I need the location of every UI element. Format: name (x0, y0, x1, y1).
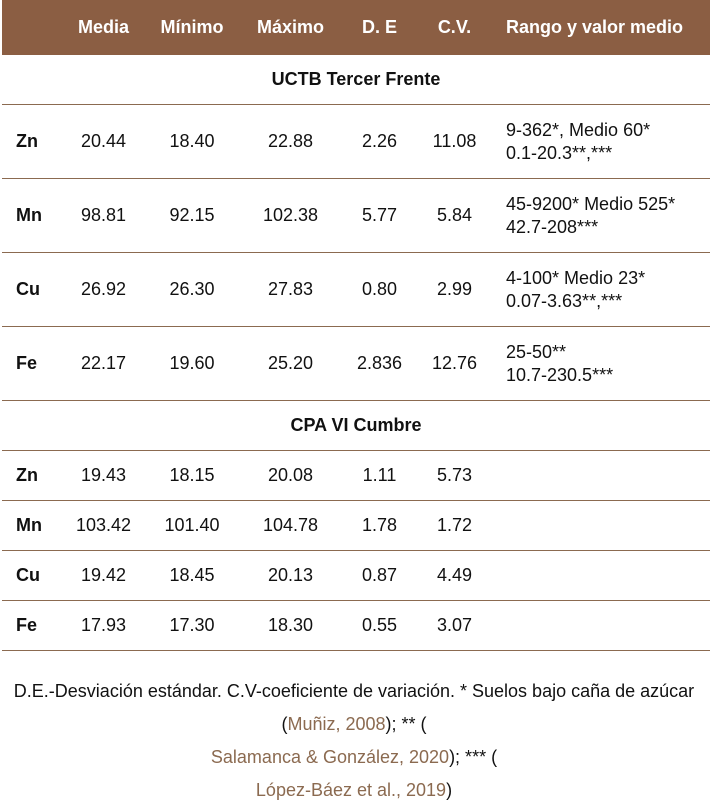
cv-cell: 1.72 (417, 501, 492, 551)
rango-cell (492, 327, 710, 401)
header-de: D. E (361, 17, 397, 37)
cv-cell: 4.49 (417, 551, 492, 601)
header-row (2, 0, 710, 55)
rango-line: 9-362*, Medio 60* (506, 119, 651, 140)
table-row (2, 179, 710, 253)
section-row (2, 55, 710, 105)
minimo-cell: 18.45 (145, 551, 239, 601)
maximo-cell: 102.38 (239, 179, 342, 253)
cv-cell: 5.84 (417, 179, 492, 253)
maximo-cell: 104.78 (239, 501, 342, 551)
de-cell: 5.77 (342, 179, 417, 253)
footnote-text: D.E.-Desviación estándar. C.V-coeficiente de variación. * Suelos bajo caña de azúcar ( (13, 681, 695, 734)
cv-cell: 12.76 (417, 327, 492, 401)
header-media: Media (77, 17, 129, 37)
element-cell: Cu (2, 253, 62, 327)
section-title: CPA VI Cumbre (2, 401, 710, 451)
table-row (2, 551, 710, 601)
element-cell: Zn (2, 105, 62, 179)
footnote-text: ) (446, 780, 453, 800)
cv-cell: 11.08 (417, 105, 492, 179)
rango-cell (492, 551, 710, 601)
element-cell: Mn (2, 179, 62, 253)
element-cell: Mn (2, 501, 62, 551)
media-cell: 103.42 (62, 501, 145, 551)
media-cell: 20.44 (62, 105, 145, 179)
de-cell: 2.836 (342, 327, 417, 401)
minimo-cell: 26.30 (145, 253, 239, 327)
de-cell: 0.80 (342, 253, 417, 327)
maximo-cell: 27.83 (239, 253, 342, 327)
header-rango: Rango y valor medio (506, 17, 684, 37)
table-row (2, 451, 710, 501)
section-title: UCTB Tercer Frente (2, 55, 710, 105)
de-cell: 2.26 (342, 105, 417, 179)
rango-line: 10.7-230.5*** (506, 364, 614, 385)
minimo-cell: 92.15 (145, 179, 239, 253)
maximo-cell: 18.30 (239, 601, 342, 651)
table-row (2, 327, 710, 401)
de-cell: 0.55 (342, 601, 417, 651)
de-cell: 1.11 (342, 451, 417, 501)
rango-line: 45-9200* Medio 525* (506, 193, 676, 214)
maximo-cell: 20.08 (239, 451, 342, 501)
element-cell: Zn (2, 451, 62, 501)
rango-cell (492, 179, 710, 253)
minimo-cell: 17.30 (145, 601, 239, 651)
media-cell: 26.92 (62, 253, 145, 327)
table-row (2, 601, 710, 651)
rango-line: 4-100* Medio 23* (506, 267, 646, 288)
element-cell: Fe (2, 601, 62, 651)
maximo-cell: 20.13 (239, 551, 342, 601)
citation-link-lopez-baez[interactable]: López-Báez et al., 2019 (255, 780, 447, 800)
minimo-cell: 18.40 (145, 105, 239, 179)
element-cell: Cu (2, 551, 62, 601)
cv-cell: 3.07 (417, 601, 492, 651)
cv-cell: 2.99 (417, 253, 492, 327)
media-cell: 17.93 (62, 601, 145, 651)
rango-cell (492, 253, 710, 327)
citation-link-salamanca[interactable]: Salamanca & González, 2020 (210, 747, 450, 767)
rango-line: 25-50** (506, 341, 567, 362)
rango-line: 0.07-3.63**,*** (506, 290, 623, 311)
de-cell: 0.87 (342, 551, 417, 601)
footnote-text: ); ** ( (385, 714, 427, 734)
table-row (2, 253, 710, 327)
rango-cell (492, 601, 710, 651)
cv-cell: 5.73 (417, 451, 492, 501)
header-maximo: Máximo (256, 17, 325, 37)
header-cv: C.V. (437, 17, 472, 37)
rango-cell (492, 105, 710, 179)
minimo-cell: 101.40 (145, 501, 239, 551)
media-cell: 98.81 (62, 179, 145, 253)
rango-cell (492, 501, 710, 551)
element-cell: Fe (2, 327, 62, 401)
header-cell (2, 0, 62, 55)
maximo-cell: 22.88 (239, 105, 342, 179)
de-cell: 1.78 (342, 501, 417, 551)
rango-line: 0.1-20.3**,*** (506, 142, 613, 163)
minimo-cell: 18.15 (145, 451, 239, 501)
table-row (2, 501, 710, 551)
rango-line: 42.7-208*** (506, 216, 599, 237)
rango-cell (492, 451, 710, 501)
media-cell: 19.43 (62, 451, 145, 501)
footnote-text: ); *** ( (449, 747, 498, 767)
minimo-cell: 19.60 (145, 327, 239, 401)
maximo-cell: 25.20 (239, 327, 342, 401)
citation-link-muniz[interactable]: Muñiz, 2008 (287, 714, 386, 734)
media-cell: 19.42 (62, 551, 145, 601)
media-cell: 22.17 (62, 327, 145, 401)
footnote (0, 675, 708, 807)
data-table (2, 0, 710, 651)
table-row (2, 105, 710, 179)
section-row (2, 401, 710, 451)
header-minimo: Mínimo (160, 17, 224, 37)
